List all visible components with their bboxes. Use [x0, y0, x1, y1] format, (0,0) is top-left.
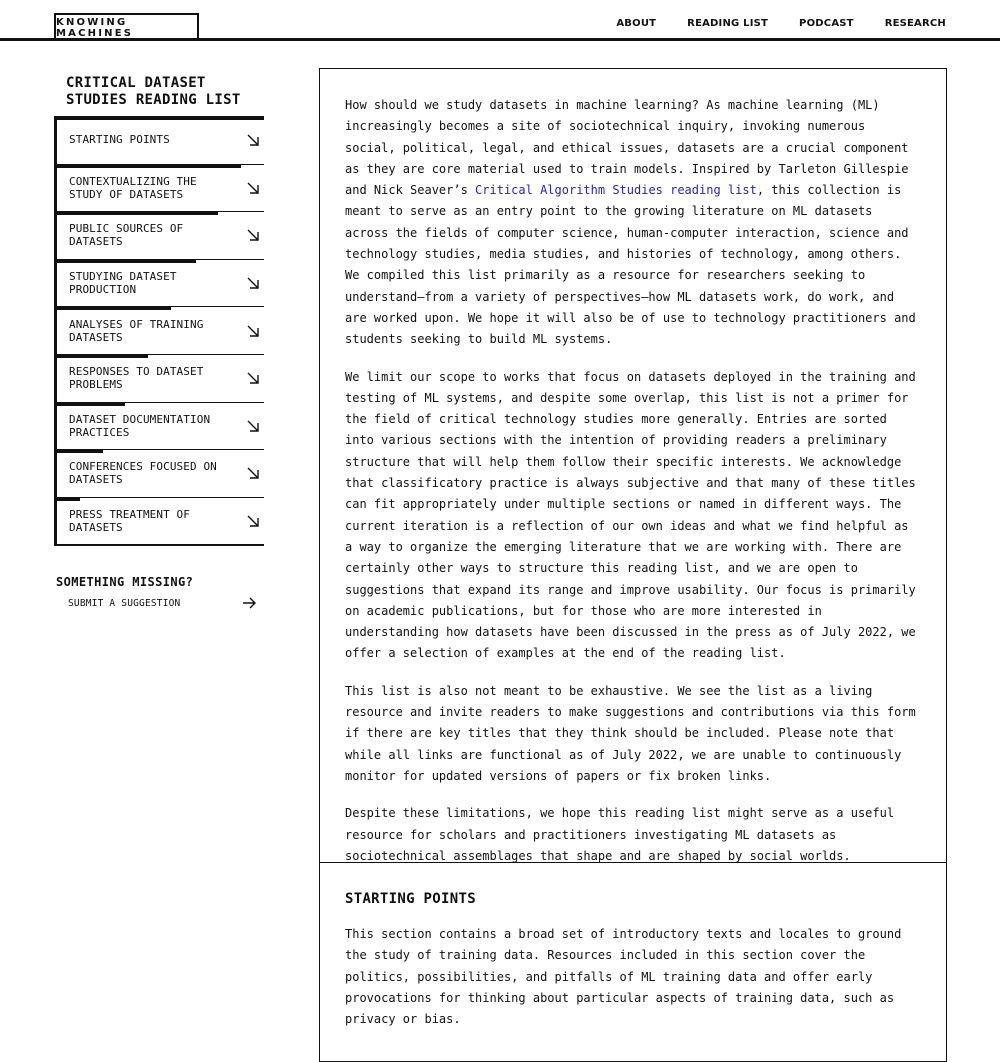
toc-item[interactable]	[57, 449, 264, 497]
intro-p1-text-after: , this collection is meant to serve as an entry point to the growing literature on ML datasets across the fields of computer science, human-computer interaction, science and technology studies, media studies, and histories of technology, among others. We compiled this list primarily as a resource for researchers seeking to understand—from a variety of perspectives—how ML datasets work, do work, and are worked upon. We hope it will also be of use to technology practitioners and students seeking to build ML systems.	[345, 183, 916, 347]
toc-item[interactable]	[57, 306, 264, 354]
toc-progress-bar	[57, 402, 125, 406]
toc-progress-bar	[57, 449, 103, 453]
arrow-down-right-icon	[246, 419, 260, 433]
arrow-down-right-icon	[246, 228, 260, 242]
nav-research[interactable]: RESEARCH	[884, 18, 946, 29]
toc-item[interactable]	[57, 402, 264, 450]
sidebar-title	[66, 75, 241, 109]
toc-progress-bar	[57, 354, 148, 358]
nav-about[interactable]: ABOUT	[616, 18, 657, 29]
site-logo[interactable]: KNOWING MACHINES	[54, 13, 199, 40]
toc-item[interactable]	[57, 211, 264, 259]
toc-item-label: RESPONSES TO DATASET PROBLEMS	[69, 365, 204, 392]
arrow-down-right-icon	[246, 466, 260, 480]
arrow-down-right-icon	[246, 514, 260, 528]
section-title: STARTING POINTS	[345, 891, 476, 907]
intro-paragraph-2: We limit our scope to works that focus on datasets deployed in the training and testing of ML systems, and despite some overlap, this list is not a primer for the field of critical technology studies more generally. Entries are sorted into various sections with the intention of providing readers a preliminary structure that will help them follow their specific interests. We acknowledge that classificatory practice is always subjective and that many of these titles can fit appropriately under multiple sections or named in different ways. The current iteration is a reflection of our own ideas and what we find helpful as a way to organize the emerging literature that we are working with. There are certainly other ways to structure this reading list, and we are open to suggestions that expand its range and improve usability. Our focus is primarily on academic publications, but for those who are more interested in understanding how datasets have been discussed in the press as of July 2022, we offer a selection of examples at the end of the reading list.	[345, 369, 916, 661]
arrow-down-right-icon	[246, 181, 260, 195]
toc-item-label: CONFERENCES FOCUSED ON DATASETS	[69, 460, 217, 487]
toc-item-label: PRESS TREATMENT OF DATASETS	[69, 508, 191, 535]
intro-p1-text-before: How should we study datasets in machine learning? As machine learning (ML) increasingly becomes a site of sociotechnical inquiry, invoking numerous social, political, legal, and ethical issues, datasets are a crucial component as they are core material used to train models. Inspired by Tarleton Gillespie and Nick Seaver’s	[345, 98, 909, 198]
intro-panel	[319, 68, 947, 863]
toc-item[interactable]	[57, 164, 264, 212]
something-missing-heading: SOMETHING MISSING?	[56, 575, 194, 589]
section-paragraph: This section contains a broad set of introductory texts and locales to ground the study of training data. Resources included in this section cover the politics, possibilities, and pitfalls of ML training data and offer early provocations for thinking about particular aspects of training data, such as privacy or bias.	[345, 927, 902, 1027]
arrow-down-right-icon	[246, 371, 260, 385]
toc-item-label: ANALYSES OF TRAINING DATASETS	[69, 317, 204, 344]
nav-reading-list[interactable]: READING LIST	[687, 18, 769, 29]
intro-paragraph-4: Despite these limitations, we hope this reading list might serve as a useful resource for scholars and practitioners investigating ML datasets as sociotechnical assemblages that shape and are shaped by social worlds.	[345, 806, 895, 863]
toc-progress-bar	[57, 211, 218, 215]
intro-paragraph-1	[345, 95, 921, 351]
toc-item-label: STUDYING DATASET PRODUCTION	[69, 270, 177, 297]
sidebar-title-line1: CRITICAL DATASET	[66, 75, 206, 91]
submit-suggestion-label: SUBMIT A SUGGESTION	[68, 597, 181, 609]
toc-item-label: DATASET DOCUMENTATION PRACTICES	[69, 412, 211, 439]
arrow-down-right-icon	[246, 133, 260, 147]
toc-item-label: PUBLIC SOURCES OF DATASETS	[69, 222, 184, 249]
toc-item[interactable]	[57, 259, 264, 307]
toc-progress-bar	[57, 116, 264, 120]
arrow-down-right-icon	[246, 276, 260, 290]
nav-podcast[interactable]: PODCAST	[799, 18, 854, 29]
toc-progress-bar	[57, 164, 241, 168]
toc-progress-bar	[57, 497, 80, 501]
toc-item[interactable]	[57, 497, 264, 545]
sidebar-title-line2: STUDIES READING LIST	[66, 92, 241, 108]
arrow-right-icon	[242, 596, 257, 610]
critical-algorithm-studies-link[interactable]: Critical Algorithm Studies reading list	[475, 183, 757, 198]
toc-item-label: CONTEXTUALIZING THE STUDY OF DATASETS	[69, 174, 197, 201]
intro-paragraph-3: This list is also not meant to be exhaustive. We see the list as a living resource and invite readers to make suggestions and contributions via this form if there are key titles that they think should be included. Please note that while all links are functional as of July 2022, we are unable to continuously monitor for updated versions of papers or fix broken links.	[345, 683, 916, 783]
submit-suggestion-link[interactable]	[56, 592, 261, 614]
arrow-down-right-icon	[246, 324, 260, 338]
table-of-contents	[54, 116, 264, 546]
toc-item-label: STARTING POINTS	[69, 133, 170, 147]
site-header	[0, 0, 1000, 41]
toc-progress-bar	[57, 259, 196, 263]
section-starting-points	[319, 862, 947, 1062]
toc-item[interactable]	[57, 116, 264, 164]
main-nav	[616, 18, 946, 29]
toc-progress-bar	[57, 306, 171, 310]
toc-item[interactable]	[57, 354, 264, 402]
